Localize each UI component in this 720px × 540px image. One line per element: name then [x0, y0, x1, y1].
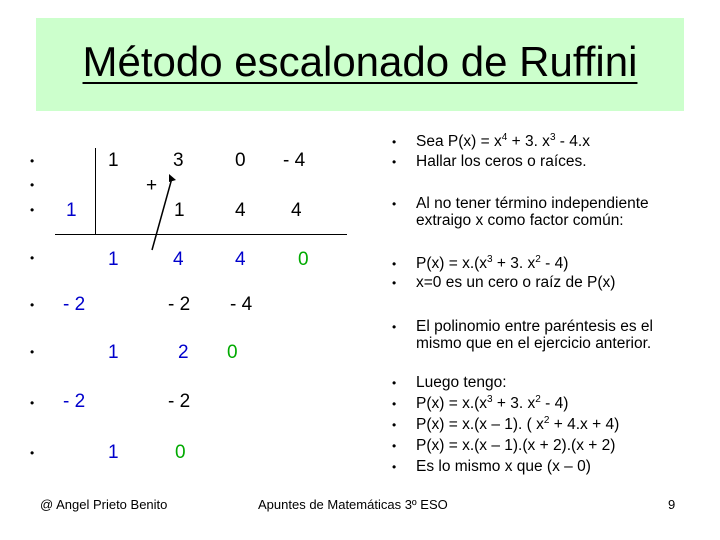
bullet: • [30, 298, 35, 312]
page-number: 9 [668, 497, 676, 512]
product-value: 4 [291, 200, 302, 221]
factorization-step: P(x) = x.(x – 1). ( $x^2 + 4.x + 4$) [416, 414, 620, 433]
bullet: • [392, 135, 397, 149]
coefficient: - 4 [283, 150, 306, 171]
bullet: • [392, 418, 397, 432]
bullet: • [392, 257, 397, 271]
remainder-value: 0 [175, 442, 186, 463]
result-value: 1 [108, 342, 119, 363]
bullet: • [392, 439, 397, 453]
final-note: Es lo mismo x que (x – 0) [416, 458, 591, 475]
bullet: • [30, 345, 35, 359]
bullet: • [392, 320, 397, 334]
result-value: 2 [178, 342, 189, 363]
ruffini-root: 1 [66, 200, 77, 221]
factorization-step: $P(x) = x.(x^3 + 3$. $x^2 - 4$) [416, 393, 569, 412]
bullet: • [392, 276, 397, 290]
bullet: • [30, 203, 35, 217]
footer-author: @ Angel Prieto Benito [40, 497, 168, 512]
result-value: 4 [235, 249, 246, 270]
conclusion-intro: Luego tengo: [416, 374, 507, 391]
bullet: • [392, 197, 397, 211]
coefficient: 1 [108, 150, 119, 171]
bullet: • [30, 446, 35, 460]
bullet: • [392, 155, 397, 169]
bullet: • [30, 251, 35, 265]
bullet: • [392, 397, 397, 411]
product-value: - 4 [230, 294, 253, 315]
product-value: - 2 [168, 294, 191, 315]
factored-expression: $P(x) = x.(x^3 + 3$. $x^2 - 4$) [416, 253, 569, 272]
zero-statement: x=0 es un cero o raíz de P(x) [416, 274, 616, 291]
ruffini-root: - 2 [63, 294, 86, 315]
coefficient: 3 [173, 150, 184, 171]
product-value: 1 [174, 200, 185, 221]
result-value: 1 [108, 249, 119, 270]
bullet: • [392, 376, 397, 390]
product-value: - 2 [168, 391, 191, 412]
result-value: 4 [173, 249, 184, 270]
coefficient: 0 [235, 150, 246, 171]
divider-vertical [95, 148, 96, 234]
footer-course: Apuntes de Matemáticas 3º ESO [258, 497, 448, 512]
result-value: 1 [108, 442, 119, 463]
remainder-value: 0 [298, 249, 309, 270]
plus-sign: + [146, 175, 158, 196]
bullet: • [30, 178, 35, 192]
slide-title: Método escalonado de Ruffini [82, 38, 638, 85]
polynomial-note: El polinomio entre paréntesis es el mismo que en el ejercicio anterior. [416, 318, 653, 352]
factorization-step: P(x) = x.(x – 1).(x + 2).(x + 2) [416, 437, 616, 454]
bullet: • [30, 396, 35, 410]
remainder-value: 0 [227, 342, 238, 363]
factor-out-text: Al no tener término independiente extraigo x como factor común: [416, 195, 649, 229]
task-statement: Hallar los ceros o raíces. [416, 153, 587, 170]
title-banner [36, 18, 684, 111]
polynomial-statement: Sea $P(x) = x^4 + 3$. $x^3 - 4.x$ [416, 131, 590, 150]
product-value: 4 [235, 200, 246, 221]
ruffini-root: - 2 [63, 391, 86, 412]
bullet: • [392, 460, 397, 474]
bullet: • [30, 154, 35, 168]
divider-horizontal [55, 234, 347, 235]
